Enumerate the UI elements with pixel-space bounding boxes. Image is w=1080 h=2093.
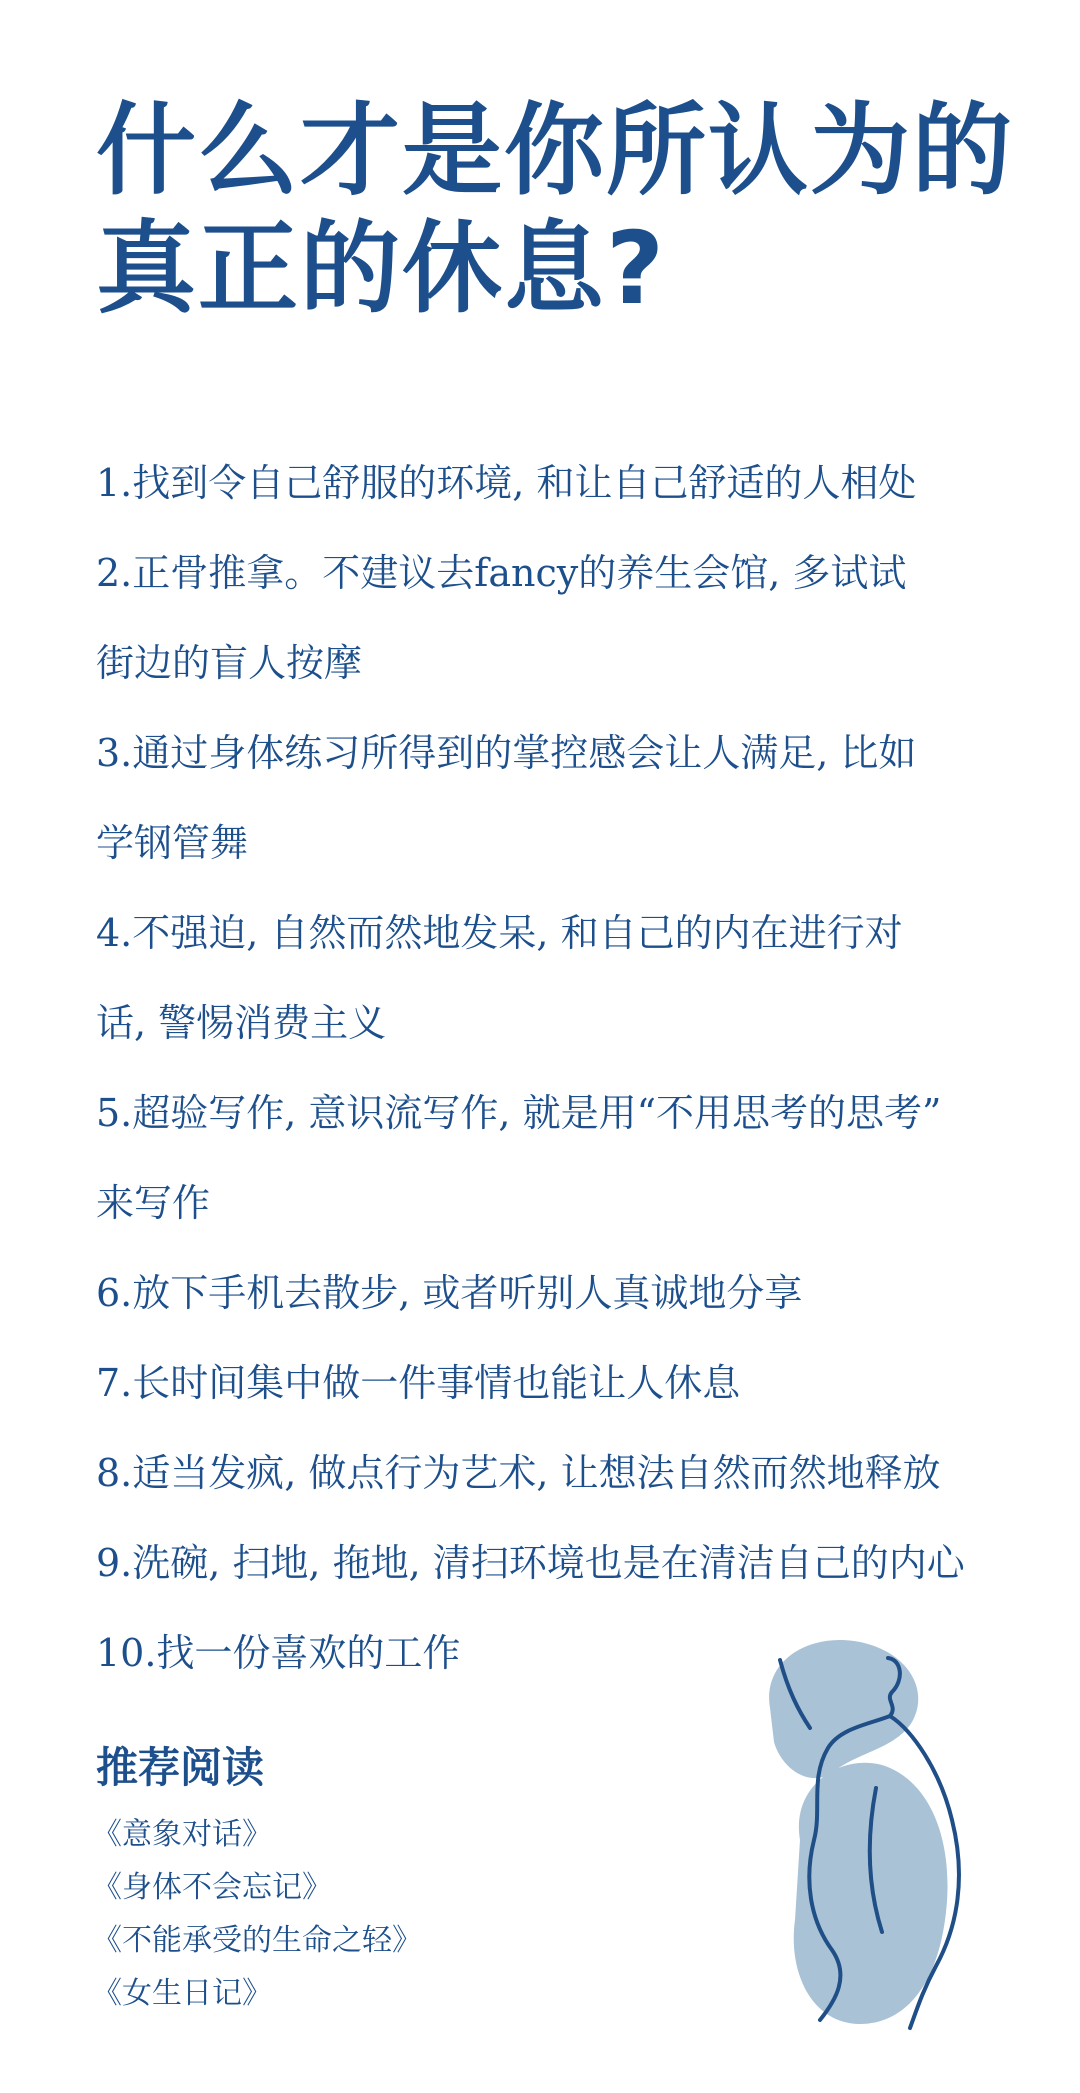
tips-list <box>96 438 996 1698</box>
human-figure-line-art-icon <box>740 1620 1000 2040</box>
recommended-books-list <box>92 1808 422 2020</box>
page-title <box>96 92 1016 328</box>
tip-line: 3.通过身体练习所得到的掌控感会让人满足, 比如 <box>96 731 917 775</box>
tip-item-7 <box>96 1338 996 1428</box>
title-line-2: 真正的休息? <box>96 210 667 327</box>
tip-item-4 <box>96 888 996 1068</box>
tip-line: 来写作 <box>96 1181 211 1225</box>
tip-item-6 <box>96 1248 996 1338</box>
title-line-1: 什么才是你所认为的 <box>96 92 1014 209</box>
tip-line: 6.放下手机去散步, 或者听别人真诚地分享 <box>96 1271 803 1315</box>
tip-line: 10.找一份喜欢的工作 <box>96 1631 461 1675</box>
book-item: 《女生日记》 <box>92 1976 272 2011</box>
tip-line: 7.长时间集中做一件事情也能让人休息 <box>96 1361 741 1405</box>
tip-item-2 <box>96 528 996 708</box>
recommended-reading-heading: 推荐阅读 <box>96 1743 265 1792</box>
book-item: 《意象对话》 <box>92 1817 272 1852</box>
tip-item-5 <box>96 1068 996 1248</box>
tip-line: 1.找到令自己舒服的环境, 和让自己舒适的人相处 <box>96 461 917 505</box>
tip-line: 话, 警惕消费主义 <box>96 1001 387 1045</box>
tip-item-3 <box>96 708 996 888</box>
tip-line: 5.超验写作, 意识流写作, 就是用“不用思考的思考” <box>96 1091 942 1135</box>
book-item: 《身体不会忘记》 <box>92 1870 332 1905</box>
tip-line: 9.洗碗, 扫地, 拖地, 清扫环境也是在清洁自己的内心 <box>96 1541 965 1585</box>
tip-item-8 <box>96 1428 996 1518</box>
tip-line: 8.适当发疯, 做点行为艺术, 让想法自然而然地释放 <box>96 1451 941 1495</box>
tip-line: 学钢管舞 <box>96 821 249 865</box>
book-item: 《不能承受的生命之轻》 <box>92 1923 422 1958</box>
tip-line: 2.正骨推拿。不建议去fancy的养生会馆, 多试试 <box>96 551 907 595</box>
tip-line: 4.不强迫, 自然而然地发呆, 和自己的内在进行对 <box>96 911 903 955</box>
tip-item-9 <box>96 1518 996 1608</box>
tip-line: 街边的盲人按摩 <box>96 641 363 685</box>
tip-item-1 <box>96 438 996 528</box>
